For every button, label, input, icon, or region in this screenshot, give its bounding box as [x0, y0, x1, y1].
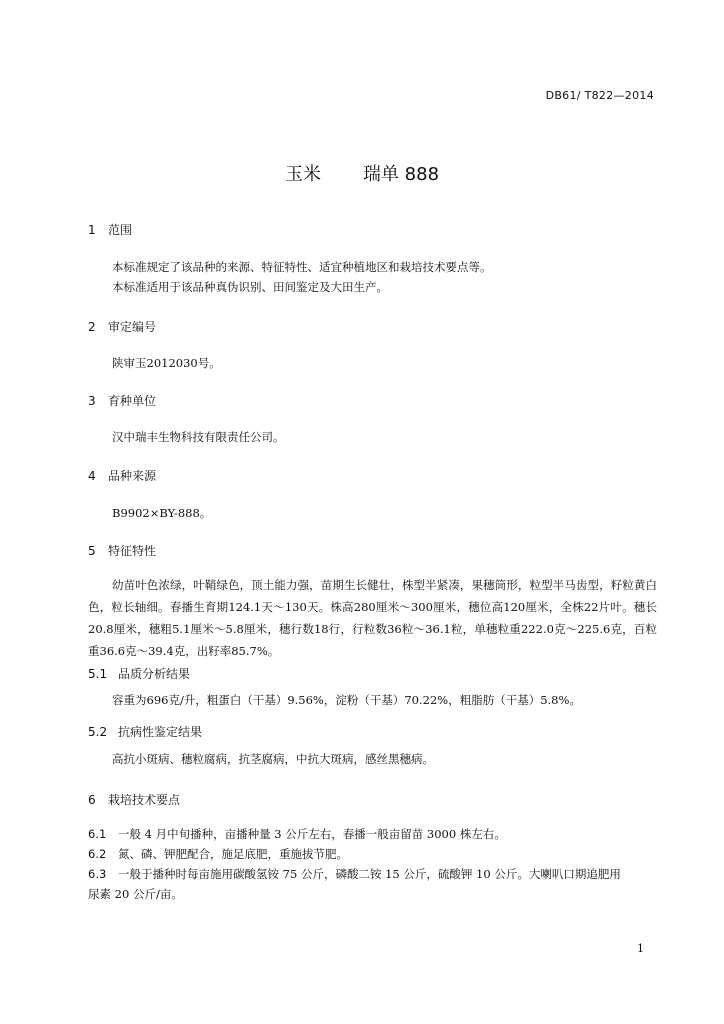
item-text: 一般 4 月中旬播种，亩播种量 3 公斤左右，春播一般亩留苗 3000 株左右。 [118, 827, 506, 841]
origin-text: B9902×BY-888。 [112, 506, 212, 520]
item-number: 6.2 [88, 847, 107, 861]
item-text: 氮、磷、钾肥配合，施足底肥，重施拔节肥。 [118, 847, 348, 861]
characteristics-paragraph: 幼苗叶色浓绿，叶鞘绿色，顶土能力强，苗期生长健壮，株型半紧凑，果穗筒形，粒型半马齿型，籽粒黄白色，粒长轴细。春播生育期124.1天～130天。株高280厘米～300厘米，穗位高120厘米，全株22片叶。穗长20.8厘米，穗粗5.1厘米～5.8厘米，穗行数18行，行粒数36粒～36.1粒，单穗粒重222.0克～225.6克，百粒重36.6克～39.4克，出籽率85.7%。 [88, 578, 657, 658]
section-number: 5.1 [88, 667, 108, 681]
subsection-heading-5-1 [88, 665, 190, 682]
section-number: 5 [88, 544, 96, 558]
section-title: 审定编号 [108, 320, 157, 334]
section-heading-5 [88, 542, 156, 559]
breeder-text: 汉中瑞丰生物科技有限责任公司。 [112, 430, 285, 444]
section-number: 3 [88, 394, 96, 408]
section-heading-3 [88, 392, 156, 409]
section-number: 1 [88, 223, 96, 237]
section-title: 品种来源 [108, 469, 157, 483]
section-number: 5.2 [88, 725, 108, 739]
document-code: DB61/ T822—2014 [545, 89, 654, 102]
section-title: 抗病性鉴定结果 [118, 725, 203, 739]
cultivation-item [88, 846, 348, 862]
section-heading-6 [88, 791, 180, 808]
title-variety: 瑞单 888 [362, 164, 440, 185]
disease-resistance-text: 高抗小斑病、穗粒腐病，抗茎腐病，中抗大斑病，感丝黑穗病。 [112, 752, 434, 766]
item-text: 一般于播种时每亩施用碳酸氢铵 75 公斤，磷酸二铵 15 公斤，硫酸钾 10 公斤。大喇叭口期追肥用 [118, 867, 621, 881]
section-heading-4 [88, 467, 156, 484]
section-heading-2 [88, 318, 156, 335]
section-heading-1 [88, 221, 132, 238]
section-number: 6 [88, 793, 96, 807]
cultivation-item [88, 866, 621, 882]
approval-number-text: 陕审玉2012030号。 [112, 356, 221, 370]
cultivation-item [88, 826, 506, 842]
section-number: 2 [88, 320, 96, 334]
item-number: 6.1 [88, 827, 107, 841]
item-number: 6.3 [88, 867, 107, 881]
section-title: 育种单位 [108, 394, 157, 408]
section-title: 栽培技术要点 [108, 793, 181, 807]
page-number: 1 [637, 942, 644, 955]
subsection-heading-5-2 [88, 723, 202, 740]
section-title: 品质分析结果 [118, 667, 191, 681]
scope-line-1: 本标准规定了该品种的来源、特征特性、适宜种植地区和栽培技术要点等。 [112, 260, 492, 274]
section-title: 特征特性 [108, 544, 157, 558]
quality-text: 容重为696克/升，粗蛋白（干基）9.56%，淀粉（干基）70.22%，粗脂肪（干基）5.8%。 [112, 693, 581, 707]
section-number: 4 [88, 469, 96, 483]
title-crop: 玉米 [284, 164, 321, 185]
page-title [0, 160, 724, 186]
section-title: 范围 [108, 223, 133, 237]
cultivation-item-continuation: 尿素 20 公斤/亩。 [88, 887, 183, 901]
scope-line-2: 本标准适用于该品种真伪识别、田间鉴定及大田生产。 [112, 280, 388, 294]
